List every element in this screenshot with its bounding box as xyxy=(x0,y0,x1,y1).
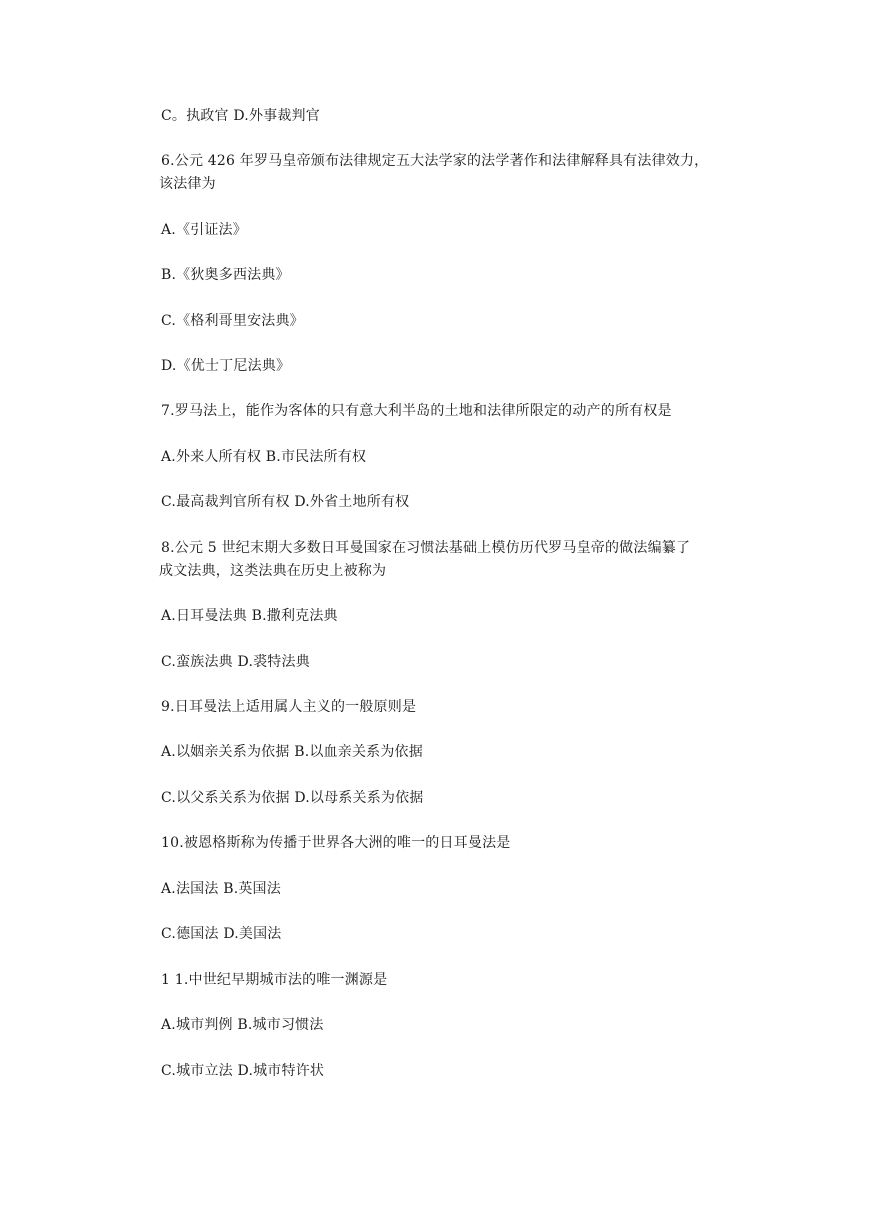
question-11: 1 1.中世纪早期城市法的唯一渊源是 xyxy=(161,972,388,988)
question-8-options-ab: A.日耳曼法典 B.撒利克法典 xyxy=(161,608,338,624)
question-10-options-cd: C.德国法 D.美国法 xyxy=(161,926,282,942)
question-8-line-1: 8.公元 5 世纪末期大多数日耳曼国家在习惯法基础上模仿历代罗马皇帝的做法编纂了 xyxy=(161,540,691,556)
question-9: 9.日耳曼法上适用属人主义的一般原则是 xyxy=(161,699,417,715)
question-11-options-ab: A.城市判例 B.城市习惯法 xyxy=(161,1017,324,1033)
question-6-option-c: C.《格利哥里安法典》 xyxy=(161,313,304,329)
question-11-options-cd: C.城市立法 D.城市特许状 xyxy=(161,1063,325,1079)
question-7: 7.罗马法上，能作为客体的只有意大利半岛的土地和法律所限定的动产的所有权是 xyxy=(161,403,672,419)
question-6-line-2: 该法律为 xyxy=(159,176,216,192)
question-6-option-d: D.《优士丁尼法典》 xyxy=(161,358,291,374)
question-6-line-1: 6.公元 426 年罗马皇帝颁布法律规定五大法学家的法学著作和法律解释具有法律效力， xyxy=(161,153,709,169)
question-7-options-cd: C.最高裁判官所有权 D.外省土地所有权 xyxy=(161,494,410,510)
question-10-options-ab: A.法国法 B.英国法 xyxy=(161,881,281,897)
question-6-option-b: B.《狄奥多西法典》 xyxy=(161,267,290,283)
question-6-option-a: A.《引证法》 xyxy=(161,222,247,238)
question-7-options-ab: A.外来人所有权 B.市民法所有权 xyxy=(161,449,367,465)
question-9-options-ab: A.以姻亲关系为依据 B.以血亲关系为依据 xyxy=(161,744,423,760)
question-10: 10.被恩格斯称为传播于世界各大洲的唯一的日耳曼法是 xyxy=(161,835,511,851)
question-8-options-cd: C.蛮族法典 D.裘特法典 xyxy=(161,654,310,670)
question-8-line-2: 成文法典，这类法典在历史上被称为 xyxy=(159,563,387,579)
question-9-options-cd: C.以父系关系为依据 D.以母系关系为依据 xyxy=(161,790,424,806)
answer-line-5-cd: C。执政官 D.外事裁判官 xyxy=(161,108,320,124)
